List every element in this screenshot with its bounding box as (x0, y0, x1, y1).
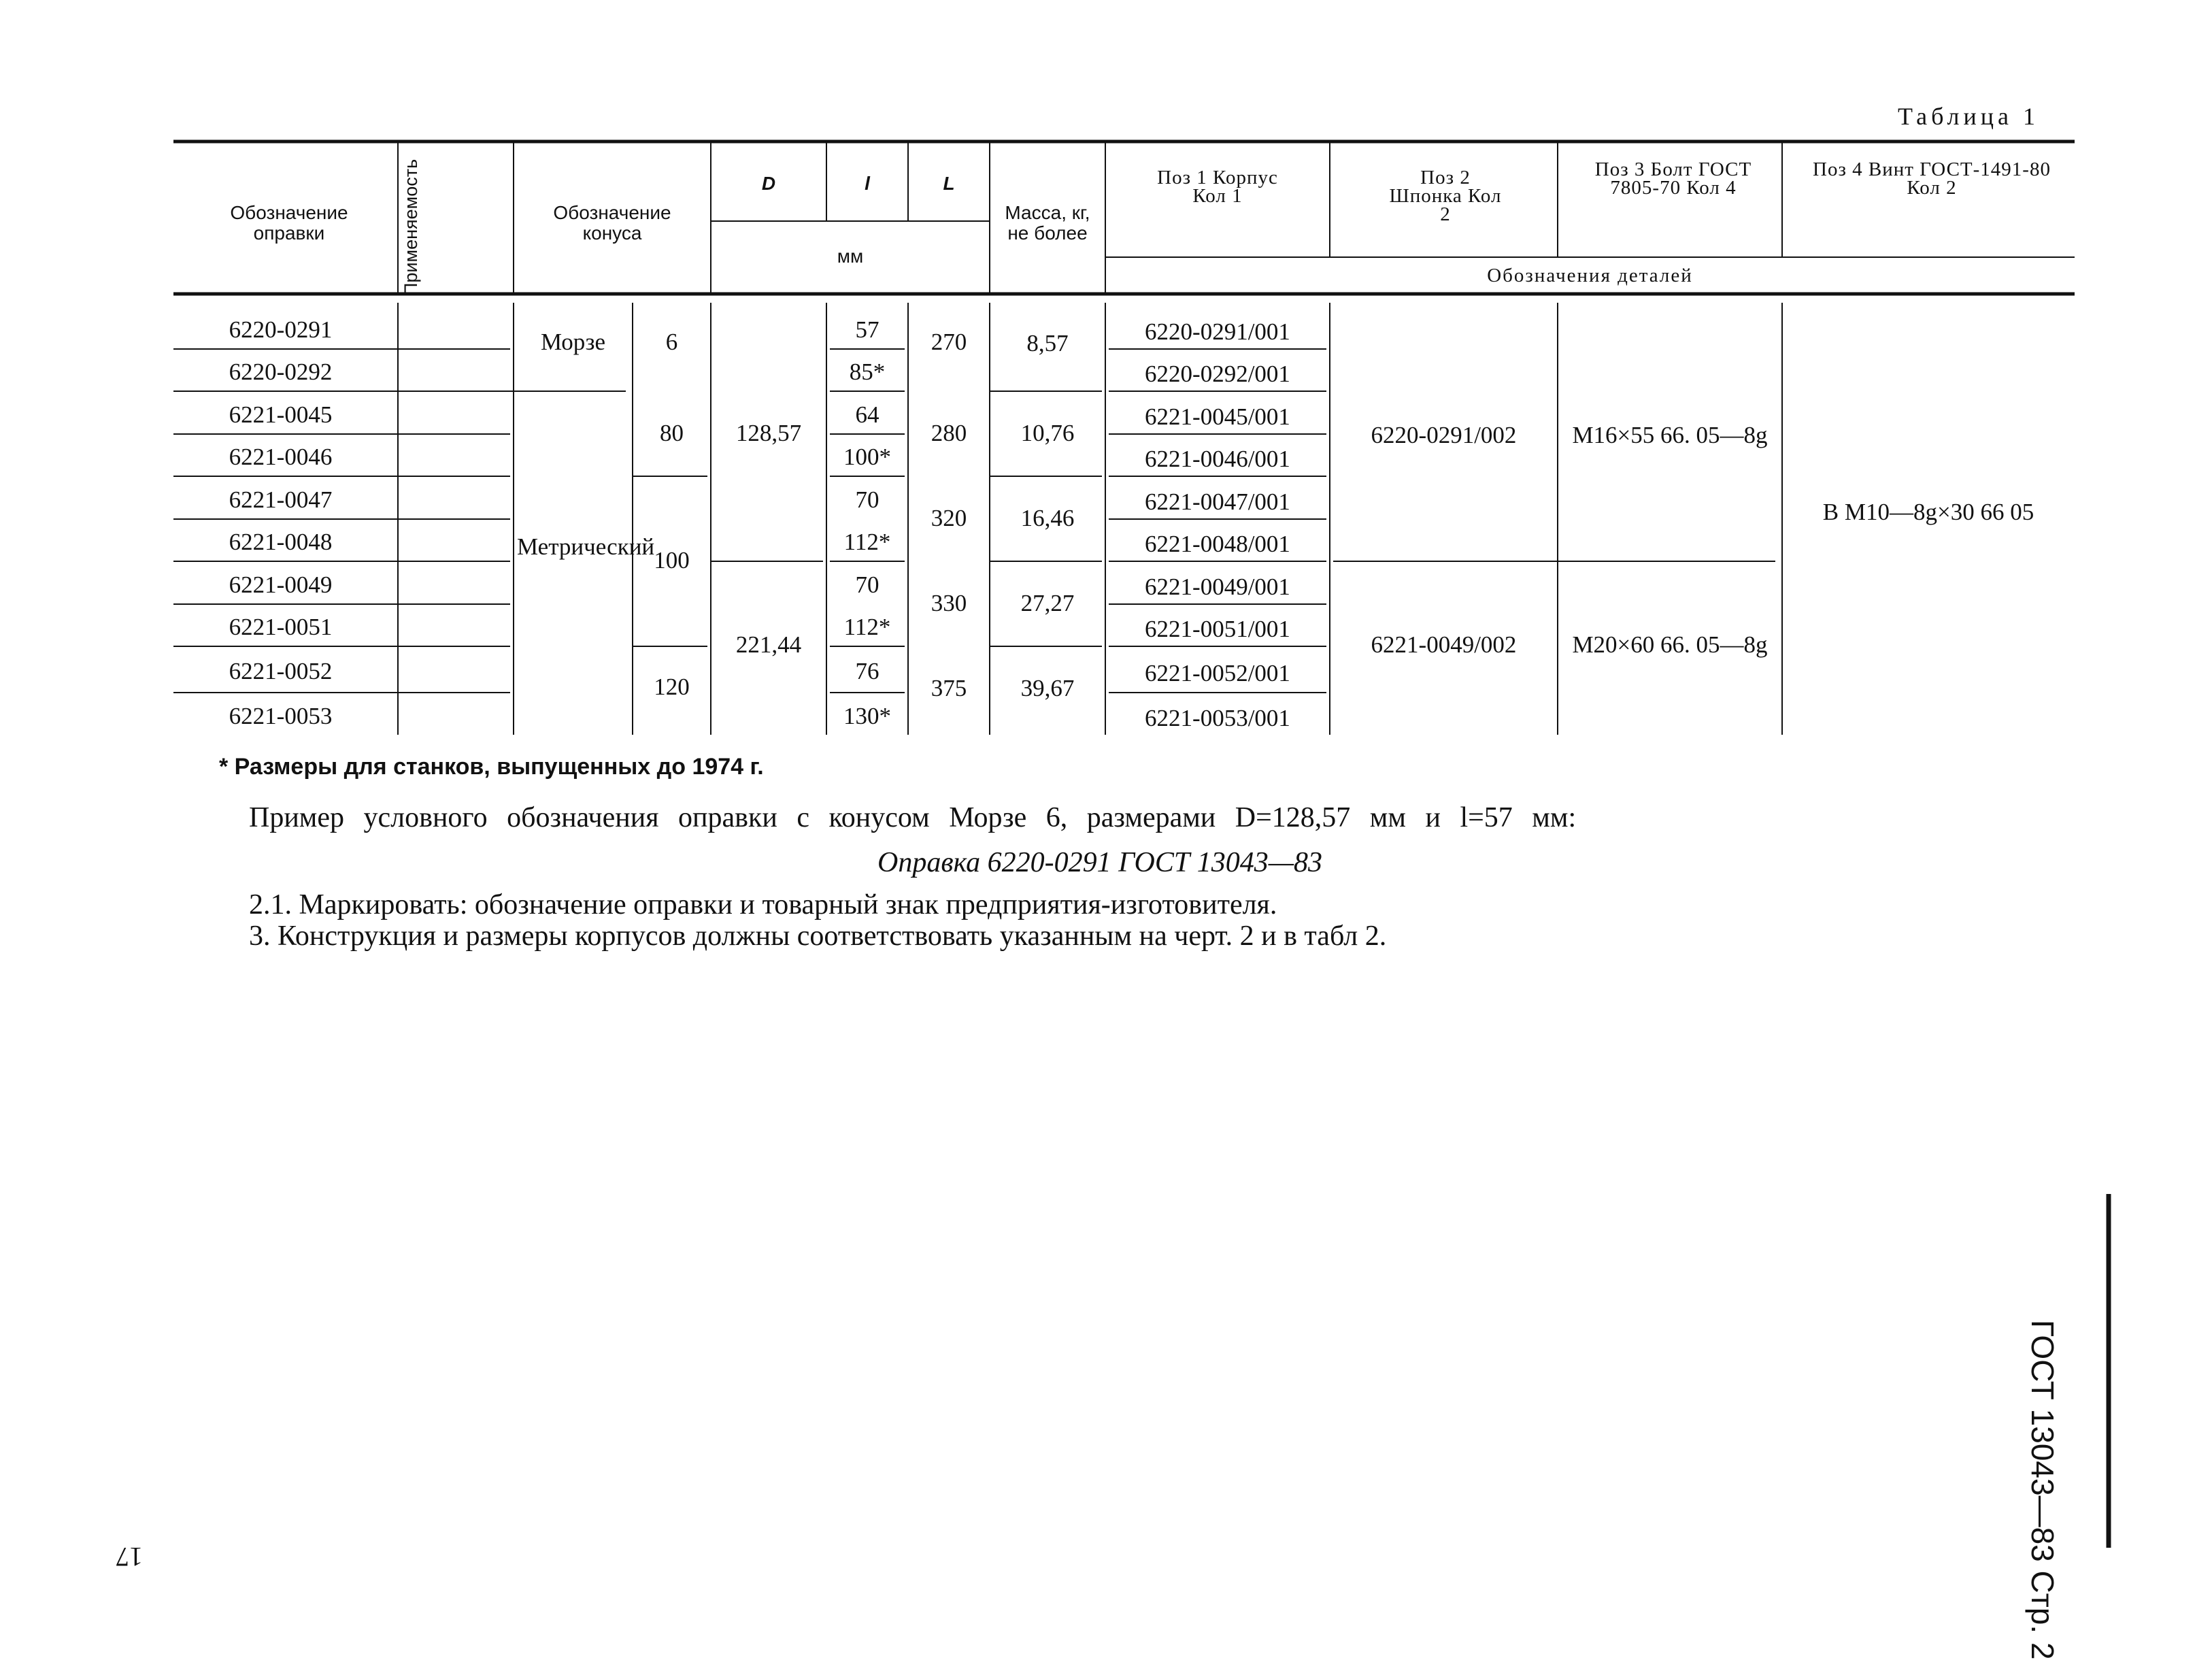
mass-value: 39,67 (1020, 675, 1075, 701)
body-part: 6221-0052/001 (1145, 660, 1290, 686)
header-pos1: Поз 1 Корпус Кол 1 (1157, 167, 1278, 207)
body-part: 6221-0045/001 (1145, 403, 1290, 430)
body-part: 6221-0048/001 (1145, 531, 1290, 557)
table-row: 6221-0052 (229, 658, 333, 684)
cone-morse-number: 6 (665, 329, 678, 355)
L-value: 375 (931, 675, 967, 701)
table-row: 6221-0051 (229, 614, 333, 640)
header-mass: Масса, кг, не более (1005, 202, 1090, 244)
l-value: 112* (843, 614, 891, 640)
body-part: 6221-0053/001 (1145, 705, 1290, 731)
side-label: ГОСТ 13043—83 Стр. 2 (2025, 1320, 2060, 1660)
paragraph-3: 3. Конструкция и размеры корпусов должны соответствовать указанным на черт. 2 и в табл 2. (249, 920, 1387, 952)
example-formula: Оправка 6220-0291 ГОСТ 13043—83 (877, 847, 1323, 878)
table-row: 6221-0048 (229, 529, 333, 555)
header-D: D (761, 173, 776, 194)
l-value: 64 (855, 401, 879, 428)
screw-part: В М10—8g×30 66 05 (1822, 499, 2034, 525)
cone-metric-100: 100 (654, 547, 690, 574)
mass-value: 10,76 (1020, 420, 1075, 446)
header-cone: Обозначение конуса (553, 202, 671, 244)
mass-value: 27,27 (1020, 590, 1075, 616)
header-units: мм (837, 246, 864, 267)
L-value: 280 (931, 420, 967, 446)
l-value: 112* (843, 529, 891, 555)
l-value: 57 (855, 316, 879, 343)
table-row: 6221-0046 (229, 444, 333, 470)
l-value: 76 (855, 658, 879, 684)
header-parts-designation: Обозначения деталей (1487, 265, 1693, 286)
body-part: 6220-0291/001 (1145, 318, 1290, 345)
header-applicability: Применяемость (401, 159, 421, 296)
mass-value: 8,57 (1026, 330, 1069, 356)
example-line: Пример условного обозначения оправки с конусом Морзе 6, размерами D=128,57 мм и l=57 мм: (249, 802, 1577, 833)
footnote: * Размеры для станков, выпущенных до 1974 г. (219, 754, 764, 780)
table-row: 6221-0049 (229, 571, 333, 598)
body-part: 6221-0046/001 (1145, 446, 1290, 472)
key-part-2: 6221-0049/002 (1371, 631, 1517, 658)
header-pos4: Поз 4 Винт ГОСТ-1491-80 Кол 2 (1813, 159, 2051, 199)
cone-morse: Морзе (540, 329, 606, 355)
body-part: 6221-0051/001 (1145, 616, 1290, 642)
L-value: 320 (931, 505, 967, 531)
bolt-part-1: М16×55 66. 05—8g (1572, 422, 1768, 448)
table-row: 6220-0292 (229, 359, 333, 385)
bolt-part-2: М20×60 66. 05—8g (1572, 631, 1768, 658)
l-value: 70 (855, 571, 879, 598)
l-value: 85* (849, 359, 886, 385)
header-designation: Обозначение оправки (230, 202, 348, 244)
body-part: 6220-0292/001 (1145, 361, 1290, 387)
D-value-2: 221,44 (735, 631, 802, 658)
L-value: 270 (931, 329, 967, 355)
table-row: 6220-0291 (229, 316, 333, 343)
l-value: 70 (855, 486, 879, 513)
table-row: 6221-0053 (229, 703, 333, 729)
key-part-1: 6220-0291/002 (1371, 422, 1517, 448)
L-value: 330 (931, 590, 967, 616)
l-value: 130* (843, 703, 891, 729)
paragraph-2-1: 2.1. Маркировать: обозначение оправки и товарный знак предприятия-изготовителя. (249, 889, 1277, 920)
header-pos3: Поз 3 Болт ГОСТ 7805-70 Кол 4 (1594, 159, 1752, 199)
header-L: L (943, 173, 955, 194)
table-title: Таблица 1 (1898, 103, 2039, 130)
cone-metric-80: 80 (660, 420, 684, 446)
header-pos2: Поз 2 Шпонка Кол 2 (1389, 167, 1502, 225)
cone-metric-120: 120 (654, 674, 690, 700)
table-row: 6221-0047 (229, 486, 333, 513)
l-value: 100* (843, 444, 891, 470)
body-part: 6221-0049/001 (1145, 574, 1290, 600)
mass-value: 16,46 (1020, 505, 1075, 531)
table-row: 6221-0045 (229, 401, 333, 428)
body-part: 6221-0047/001 (1145, 488, 1290, 515)
header-l: l (865, 173, 870, 194)
cone-metric: Метрический (517, 533, 655, 560)
D-value-1: 128,57 (735, 420, 802, 446)
page-number: 17 (116, 1542, 143, 1572)
